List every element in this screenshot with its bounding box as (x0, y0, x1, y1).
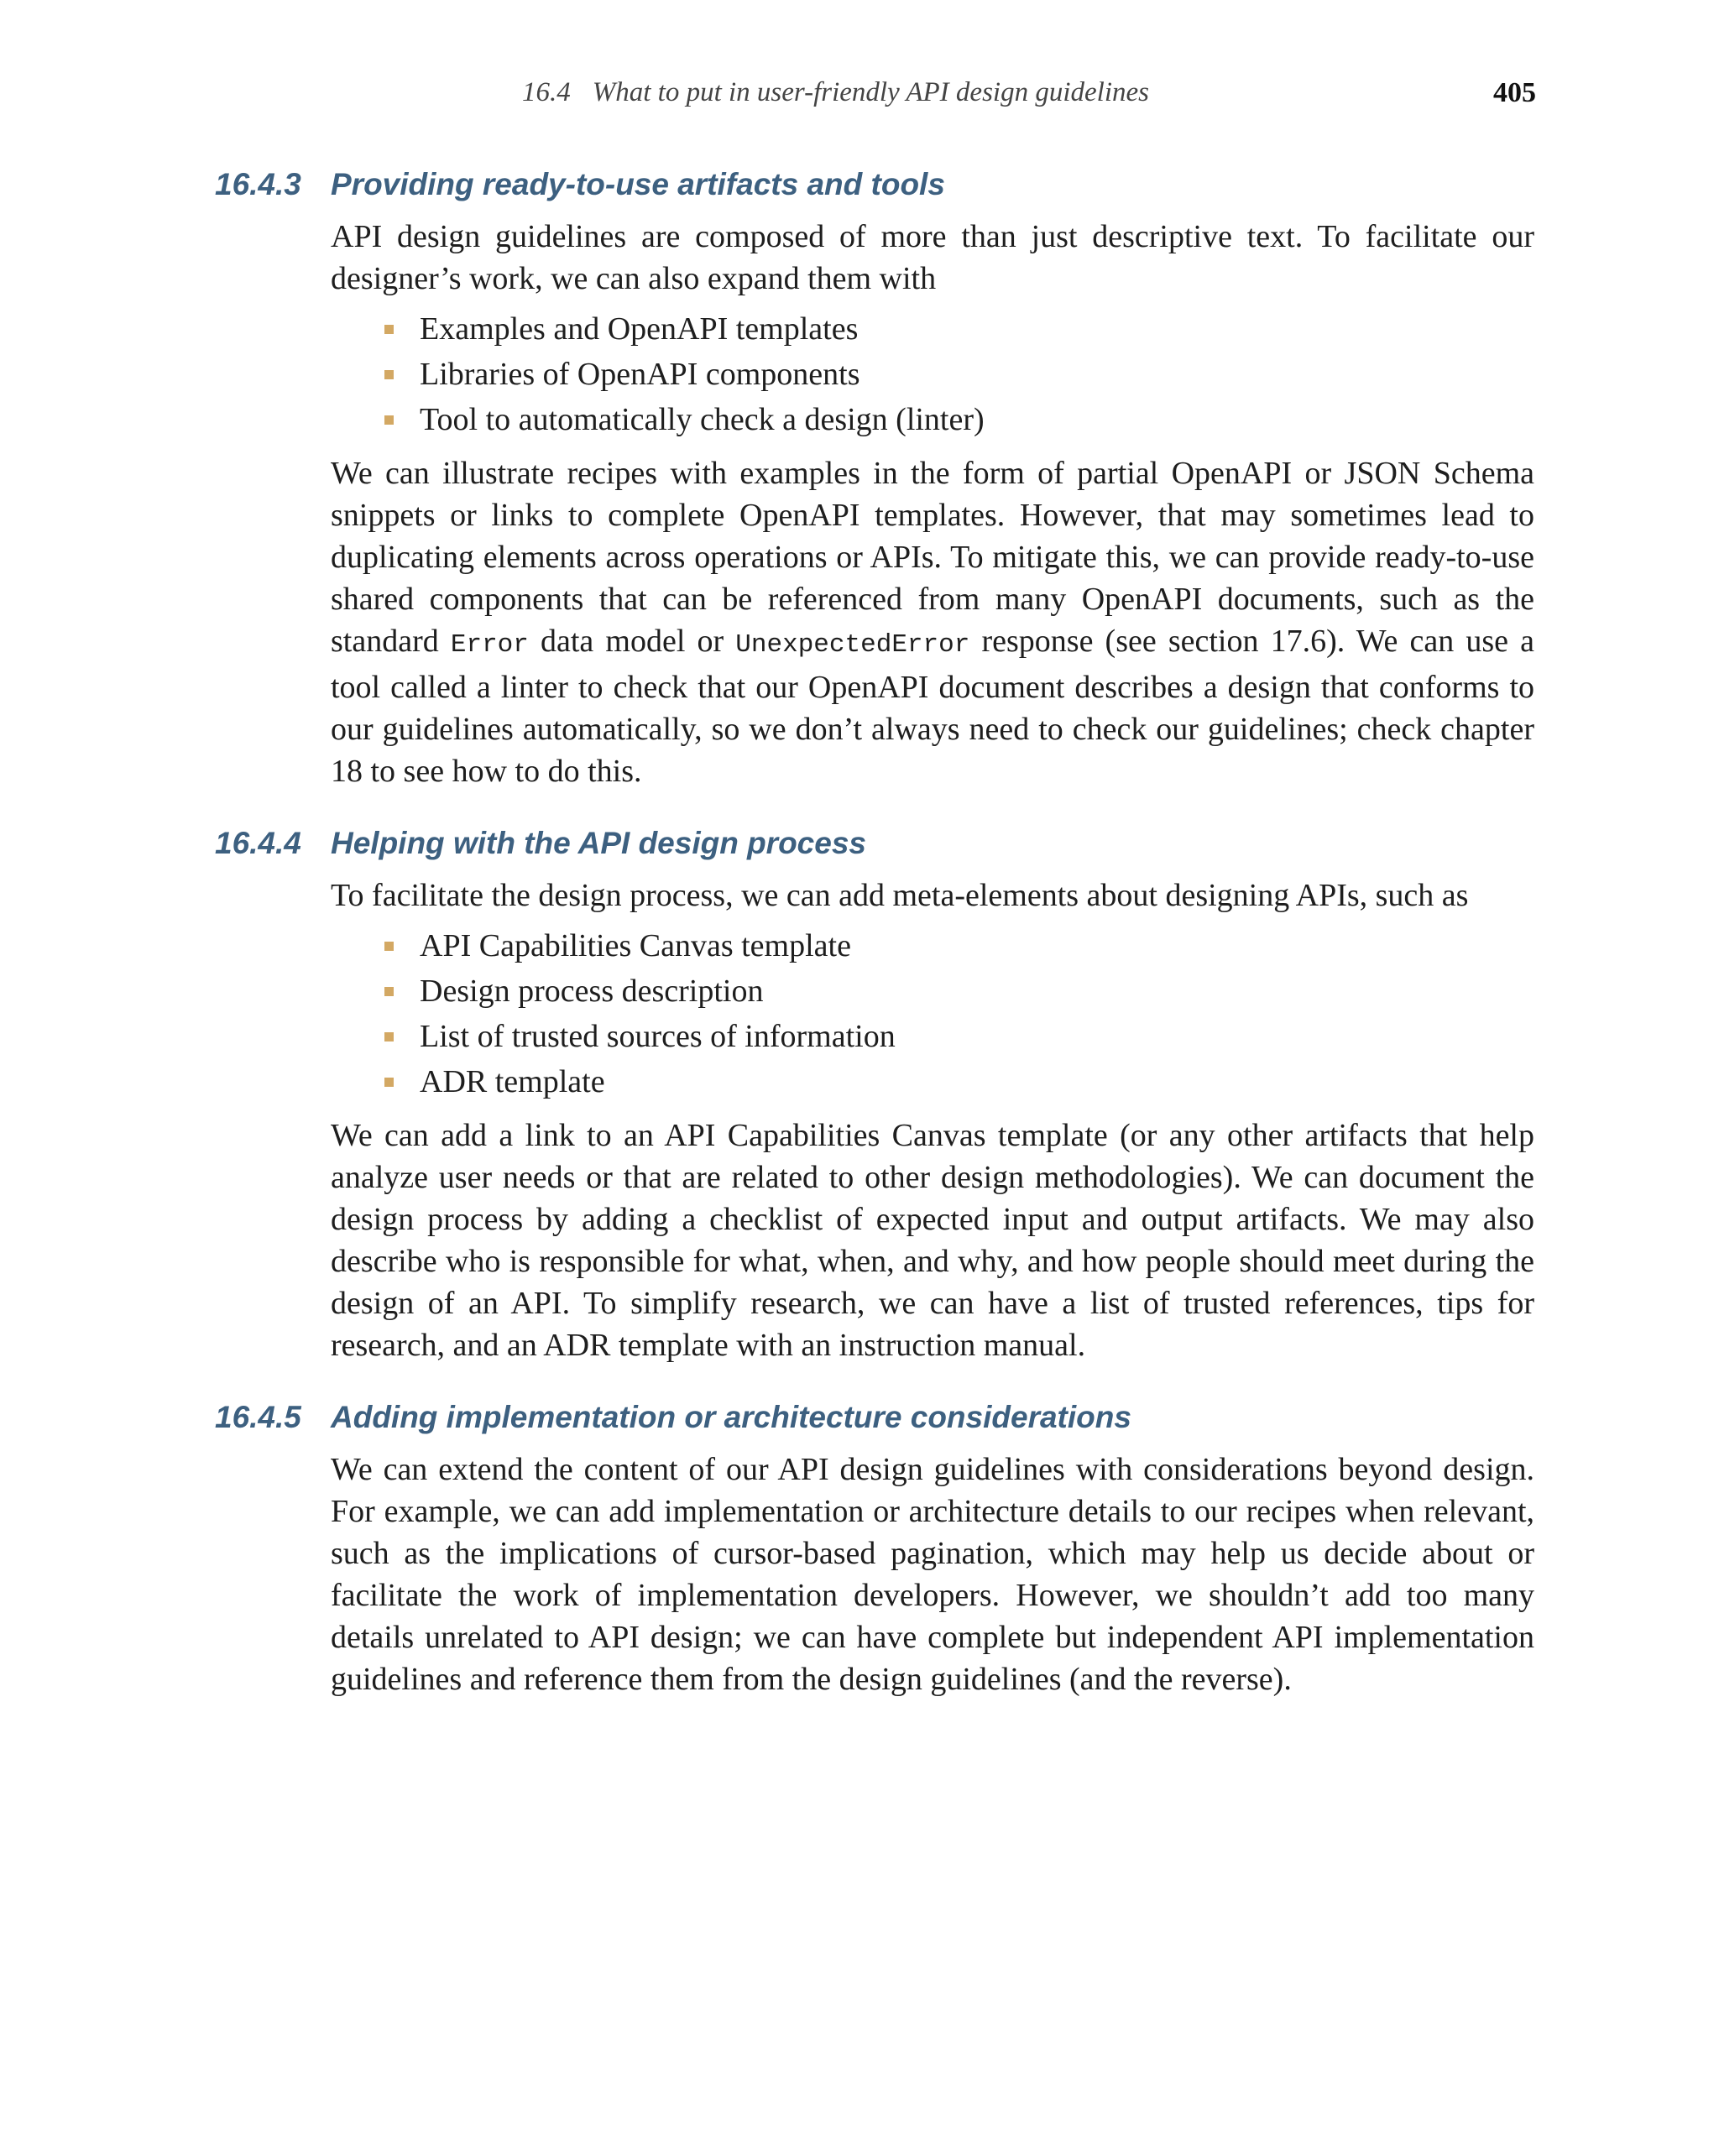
paragraph: We can extend the content of our API design guidelines with considerations beyond design. For example, we can add implementation or architecture details to our recipes when relevant, such as the implications of cursor-based pagination, which may help us decide about or facilitate the work of implementation developers. However, we shouldn’t add too many details unrelated to API design; we can have complete but independent API implementation guidelines and reference them from the design guidelines (and the reverse). (331, 1452, 1534, 1697)
code-error: Error (450, 630, 529, 660)
list-item (331, 968, 1534, 1014)
square-bullet-icon (384, 987, 394, 996)
running-head-title (522, 77, 1149, 108)
section-title: Adding implementation or architecture considerations (331, 1400, 1131, 1434)
square-bullet-icon (384, 1032, 394, 1041)
section-number: 16.4.4 (215, 826, 301, 860)
section-title: Providing ready-to-use artifacts and tools (331, 167, 945, 201)
section-title: Helping with the API design process (331, 826, 866, 860)
section-number: 16.4.5 (215, 1400, 301, 1434)
list-item (331, 306, 1534, 352)
paragraph (331, 452, 1534, 792)
square-bullet-icon (384, 415, 394, 425)
page-number: 405 (1493, 77, 1536, 108)
section-body (331, 216, 1534, 792)
square-bullet-icon (384, 325, 394, 334)
list-item-text: Examples and OpenAPI templates (420, 311, 859, 347)
list-item (331, 397, 1534, 442)
section-body (331, 874, 1534, 1366)
list-item (331, 923, 1534, 968)
square-bullet-icon (384, 1078, 394, 1087)
list-item (331, 1059, 1534, 1104)
section-heading (0, 822, 1719, 864)
paragraph: To facilitate the design process, we can add meta-elements about designing APIs, such as (331, 878, 1469, 913)
running-head (0, 77, 1719, 119)
bullet-list (331, 306, 1534, 442)
section-16-4-3 (0, 164, 1719, 792)
paragraph-text: data model or (541, 624, 724, 659)
square-bullet-icon (384, 370, 394, 379)
running-head-text: What to put in user-friendly API design guidelines (592, 77, 1149, 107)
paragraph-text: We can illustrate recipes with examples in the form of partial OpenAPI or JSON Schema snippets or links to complete OpenAPI templates. However, that may sometimes lead to duplicating elements across operations or APIs. To mitigate this, we can provide ready-to-use shared components that can be referenced from many OpenAPI documents, such as the standard (331, 456, 1534, 659)
list-item-text: Design process description (420, 974, 764, 1009)
code-unexpected-error: UnexpectedError (735, 630, 970, 660)
paragraph: We can add a link to an API Capabilities Canvas template (or any other artifacts that help analyze user needs or that are related to other design methodologies). We can document the design process by adding a checklist of expected input and output artifacts. We may also describe who is responsible for what, when, and why, and how people should meet during the design of an API. To simplify research, we can have a list of trusted references, tips for research, and an ADR template with an instruction manual. (331, 1118, 1534, 1363)
paragraph: API design guidelines are composed of more than just descriptive text. To facilitate our designer’s work, we can also expand them with (331, 219, 1534, 296)
bullet-list (331, 923, 1534, 1104)
running-head-section-number: 16.4 (522, 77, 571, 107)
list-item (331, 352, 1534, 397)
section-heading (0, 1396, 1719, 1438)
page-content (0, 164, 1719, 1700)
list-item-text: Tool to automatically check a design (linter) (420, 402, 985, 437)
section-16-4-5 (0, 1396, 1719, 1700)
paragraph-text: response (see section 17.6). We can use a tool called a linter to check that our OpenAPI document describes a design that conforms to our guidelines automatically, so we don’t always need to check our guidelines; check chapter 18 to see how to do this. (331, 624, 1535, 789)
list-item-text: Libraries of OpenAPI components (420, 357, 860, 392)
section-heading (0, 164, 1719, 206)
section-body (331, 1449, 1534, 1700)
list-item-text: API Capabilities Canvas template (420, 928, 851, 963)
list-item-text: ADR template (420, 1064, 605, 1099)
square-bullet-icon (384, 942, 394, 951)
list-item (331, 1014, 1534, 1059)
list-item-text: List of trusted sources of information (420, 1019, 896, 1054)
section-number: 16.4.3 (215, 167, 301, 201)
section-16-4-4 (0, 822, 1719, 1366)
